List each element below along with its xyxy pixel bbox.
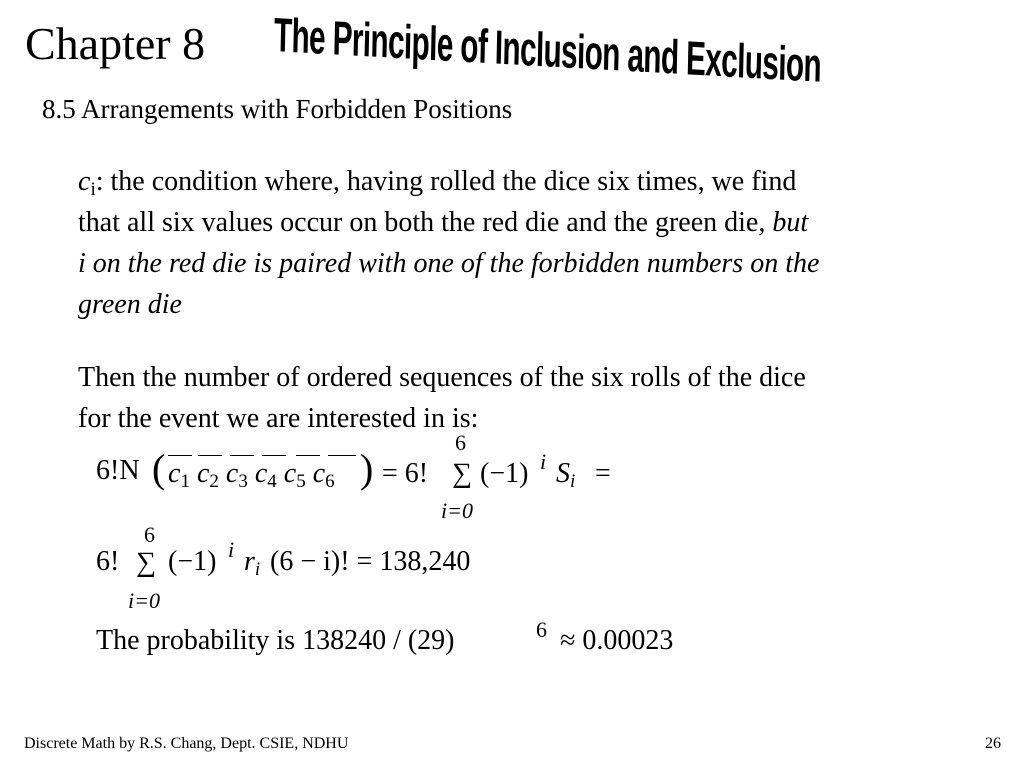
formula1-terms [168, 458, 335, 490]
formula1-term: c [254, 458, 268, 489]
formula1-sub: 3 [238, 471, 248, 492]
condition-line-2 [78, 202, 819, 243]
overline [198, 455, 222, 456]
formula1-sub: 5 [296, 471, 306, 492]
formula1-sum-symbol: ∑ [452, 458, 472, 489]
formula1-sum-upper: 6 [455, 430, 466, 455]
condition-but: but [772, 207, 809, 238]
formula2-sign: (−1) [168, 546, 217, 577]
condition-line-3-text: i on the red die is paired with one of the forbidden numbers on the [78, 248, 820, 279]
formula2-sum-symbol: ∑ [136, 547, 156, 578]
formula1-sum-lower-text: i=0 [441, 498, 473, 523]
formula1-rparen: ) [360, 446, 374, 491]
formula1-trailing-equals: = [595, 458, 611, 489]
overline [168, 455, 192, 456]
formula2-rest: (6 − i)! = 138,240 [270, 546, 471, 577]
formula2-sum-lower-text: i=0 [128, 588, 160, 613]
formula1-S-sub: i [570, 471, 576, 492]
formula1-sum-lower [441, 498, 473, 524]
overline [296, 455, 320, 456]
formula1-term: c [312, 458, 326, 489]
formula2-r [244, 546, 260, 578]
overline [230, 455, 254, 456]
condition-line-4 [78, 284, 819, 325]
formula2-sum-lower [128, 588, 160, 614]
formula1-term: c [283, 458, 297, 489]
condition-text: : the condition where, having rolled the dice six times, we find [95, 166, 797, 197]
condition-symbol: c [78, 166, 91, 197]
formula2-r-text: r [244, 546, 255, 577]
formula1-exp-text: i [540, 449, 547, 474]
overline [328, 455, 356, 456]
formula2-sum-upper: 6 [144, 522, 155, 547]
formula1-term: c [225, 458, 239, 489]
footer-credit: Discrete Math by R.S. Chang, Dept. CSIE, NDHU [24, 735, 349, 752]
condition-line-2-text: that all six values occur on both the red die and the green die, [78, 207, 766, 238]
formula1-equals-6: = 6! [382, 458, 429, 489]
formula1-sub: 4 [267, 471, 277, 492]
condition-line-4-text: green die [78, 289, 182, 320]
formula1-S [556, 458, 575, 490]
formula1-term: c [168, 458, 181, 489]
overline [262, 455, 286, 456]
formula1-sub: 1 [180, 471, 190, 492]
condition-subscript: i [90, 179, 96, 200]
probability-approx: ≈ 0.00023 [560, 625, 674, 656]
condition-paragraph [78, 161, 819, 325]
formula1-term: c [196, 458, 210, 489]
then-paragraph [78, 357, 806, 439]
condition-line-1 [78, 161, 819, 202]
section-heading: 8.5 Arrangements with Forbidden Positions [42, 94, 513, 124]
formula1-prefix [96, 455, 140, 487]
probability-text: The probability is 138240 / (29) [96, 625, 455, 656]
formula2-r-sub: i [254, 559, 261, 580]
formula1-lparen: ( [152, 446, 166, 491]
formula2-prefix: 6! [96, 546, 120, 577]
then-line-2: for the event we are interested in is: [78, 403, 479, 434]
then-line-1: Then the number of ordered sequences of the six rolls of the dice [78, 362, 806, 393]
formula2-exp [228, 537, 234, 563]
formula2-exp-text: i [228, 537, 235, 562]
formula1-sub: 2 [209, 471, 219, 492]
formula1-S-text: S [556, 458, 570, 489]
formula1-prefix-text: 6!N [96, 455, 140, 486]
formula1-sub: 6 [325, 471, 335, 492]
formula1-exp [540, 449, 546, 475]
probability-exp: 6 [536, 617, 547, 642]
formula1-sign: (−1) [480, 458, 529, 489]
page-number: 26 [985, 735, 1001, 752]
slide-title: The Principle of Inclusion and Exclusion [273, 9, 822, 93]
chapter-label: Chapter 8 [25, 18, 206, 69]
condition-line-3 [78, 243, 819, 284]
